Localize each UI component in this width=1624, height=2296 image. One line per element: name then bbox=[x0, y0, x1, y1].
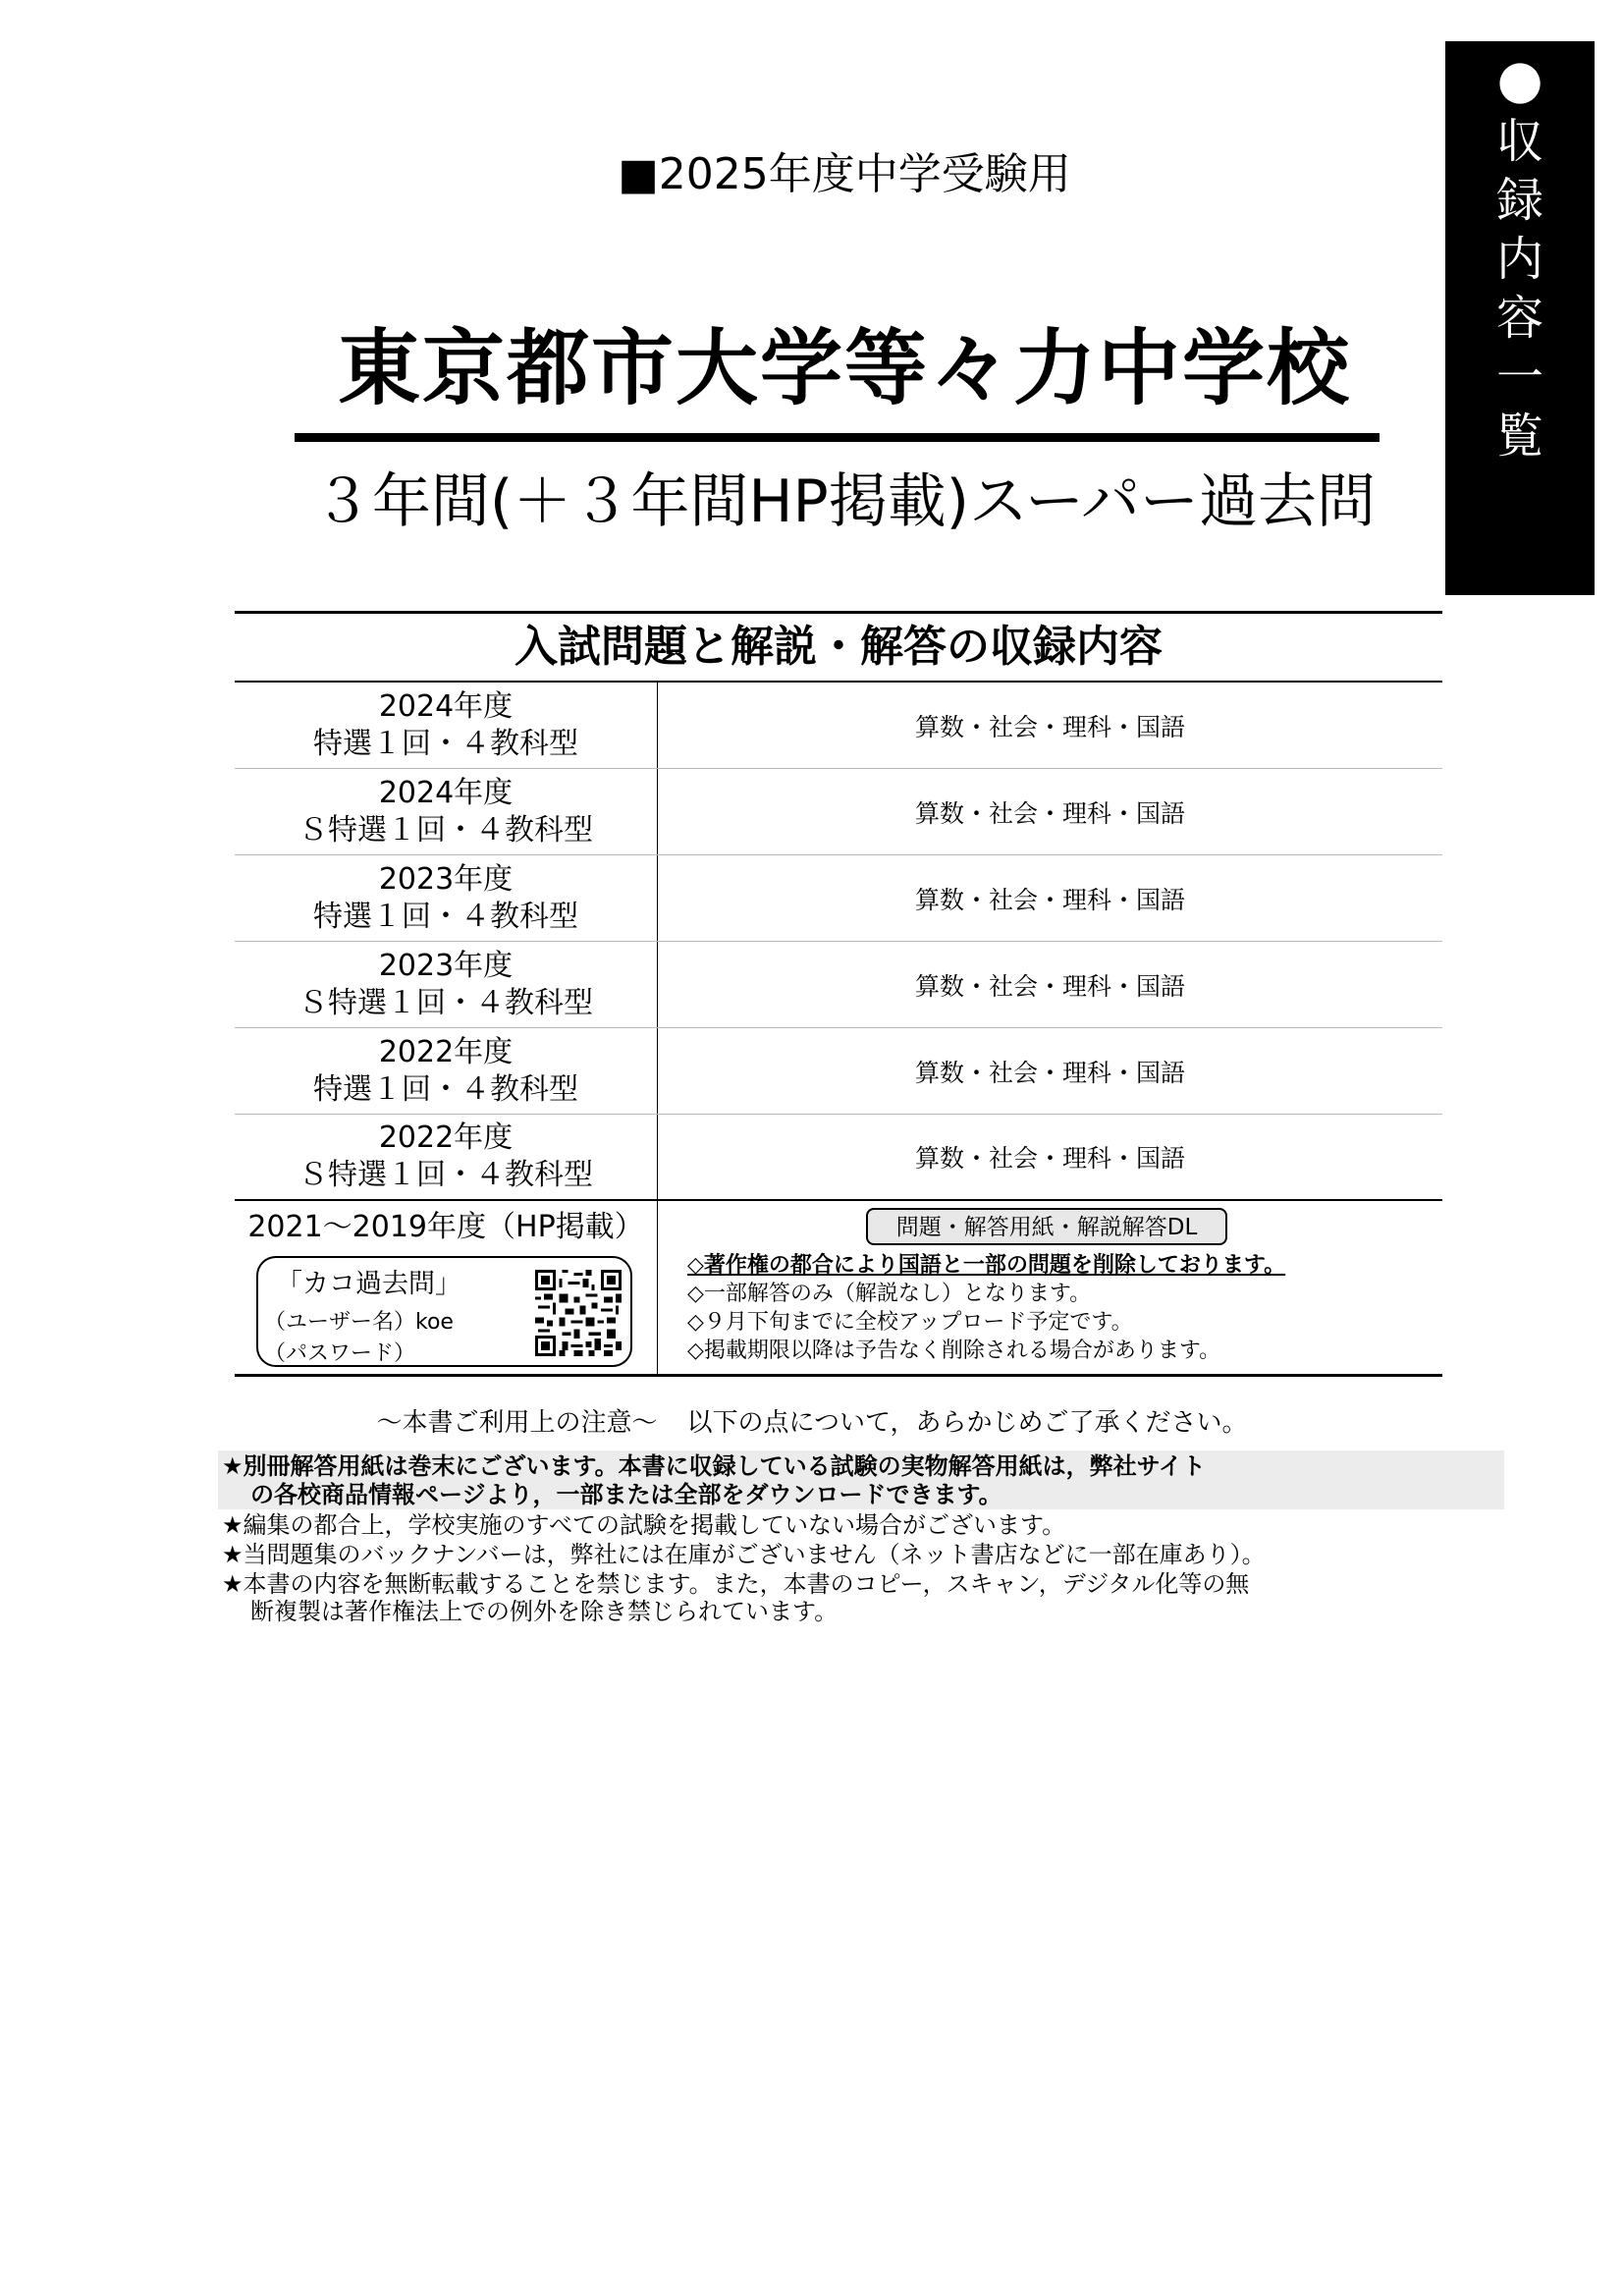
cautions-title: ～本書ご利用上の注意～ bbox=[376, 1408, 658, 1438]
subjects-cell: 算数・社会・理科・国語 bbox=[914, 1058, 1185, 1087]
exam-cell bbox=[235, 769, 658, 854]
hp-note-copyright: ◇著作権の都合により国語と一部の問題を削除しております。 bbox=[687, 1253, 1286, 1278]
table-row bbox=[235, 942, 1442, 1028]
qr-code-icon[interactable] bbox=[535, 1270, 622, 1356]
tab-bullet: ● bbox=[1496, 48, 1543, 110]
subjects-cell: 算数・社会・理科・国語 bbox=[914, 798, 1185, 828]
hp-years-label: 2021～2019年度（HP掲載） bbox=[247, 1210, 644, 1244]
exam-cell bbox=[235, 942, 658, 1027]
cautions-lead: 以下の点について，あらかじめご了承ください。 bbox=[686, 1408, 1248, 1438]
download-badge[interactable]: 問題・解答用紙・解説解答DL bbox=[866, 1208, 1227, 1245]
tab-char: 一 bbox=[1495, 350, 1543, 405]
exam-cell bbox=[235, 1028, 658, 1114]
subjects-cell: 算数・社会・理科・国語 bbox=[914, 1144, 1185, 1173]
exam-year: 2022年度 bbox=[378, 1034, 514, 1069]
hp-archive-cell bbox=[235, 1201, 658, 1374]
tab-char: 録 bbox=[1495, 173, 1543, 228]
exam-type: Ｓ特選１回・４教科型 bbox=[298, 985, 593, 1020]
exam-cell bbox=[235, 855, 658, 941]
exam-year: 2023年度 bbox=[378, 861, 514, 897]
table-row bbox=[235, 855, 1442, 942]
hp-note: ◇９月下旬までに全校アップロード予定です。 bbox=[687, 1310, 1133, 1335]
book-subtitle: ３年間(＋３年間HP掲載)スーパー過去問 bbox=[312, 467, 1377, 536]
exam-cell bbox=[235, 1115, 658, 1199]
password-label: （パスワード） bbox=[264, 1341, 416, 1366]
exam-type: Ｓ特選１回・４教科型 bbox=[298, 1158, 593, 1192]
school-title: 東京都市大学等々力中学校 bbox=[337, 320, 1351, 416]
kako-kakomon-box bbox=[256, 1256, 632, 1367]
exam-year: 2023年度 bbox=[378, 948, 514, 983]
username-label: （ユーザー名）koe bbox=[264, 1310, 454, 1335]
exam-year: 2024年度 bbox=[378, 688, 514, 724]
caution-item: ★編集の都合上，学校実施のすべての試験を掲載していない場合がございます。 bbox=[222, 1511, 1066, 1539]
table-row bbox=[235, 769, 1442, 855]
table-row bbox=[235, 1115, 1442, 1201]
table-title: 入試問題と解説・解答の収録内容 bbox=[235, 614, 1442, 683]
caution-item: ★別冊解答用紙は巻末にございます。本書に収録している試験の実物解答用紙は，弊社サイト bbox=[222, 1452, 1206, 1480]
table-row bbox=[235, 1028, 1442, 1115]
exam-type: Ｓ特選１回・４教科型 bbox=[298, 812, 593, 847]
caution-item: ★本書の内容を無断転載することを禁じます。また，本書のコピー，スキャン，デジタル化等の無 bbox=[222, 1570, 1250, 1598]
tab-char: 覧 bbox=[1495, 409, 1543, 464]
subjects-cell: 算数・社会・理科・国語 bbox=[914, 885, 1185, 914]
hp-archive-row bbox=[235, 1201, 1442, 1374]
exam-year: 2024年度 bbox=[378, 775, 514, 810]
table-row bbox=[235, 683, 1442, 769]
caution-item: の各校商品情報ページより，一部または全部をダウンロードできます。 bbox=[250, 1481, 1002, 1508]
hp-note: ◇一部解答のみ（解説なし）となります。 bbox=[687, 1282, 1092, 1306]
hp-info-cell bbox=[658, 1201, 1442, 1374]
cautions-heading bbox=[0, 1406, 1624, 1440]
exam-type: 特選１回・４教科型 bbox=[313, 1071, 578, 1107]
side-index-tab bbox=[1445, 41, 1595, 595]
caution-item: ★当問題集のバックナンバーは，弊社には在庫がございません（ネット書店などに一部在庫あり）。 bbox=[222, 1541, 1266, 1568]
exam-cell bbox=[235, 683, 658, 768]
exam-type: 特選１回・４教科型 bbox=[313, 726, 578, 761]
exam-type: 特選１回・４教科型 bbox=[313, 899, 578, 934]
exam-year: 2022年度 bbox=[378, 1121, 514, 1155]
hp-note: ◇掲載期限以降は予告なく削除される場合があります。 bbox=[687, 1339, 1221, 1363]
caution-item: 断複製は著作権法上での例外を除き禁じられています。 bbox=[250, 1598, 839, 1625]
subjects-cell: 算数・社会・理科・国語 bbox=[914, 971, 1185, 1001]
kako-title: 「カコ過去問」 bbox=[276, 1269, 461, 1299]
tab-char: 容 bbox=[1495, 291, 1543, 346]
contents-table bbox=[235, 611, 1442, 1377]
tab-char: 内 bbox=[1495, 232, 1543, 287]
title-divider bbox=[295, 433, 1380, 442]
subjects-cell: 算数・社会・理科・国語 bbox=[914, 712, 1185, 741]
edition-label: ■2025年度中学受験用 bbox=[618, 149, 1071, 199]
tab-char: 収 bbox=[1495, 114, 1543, 169]
